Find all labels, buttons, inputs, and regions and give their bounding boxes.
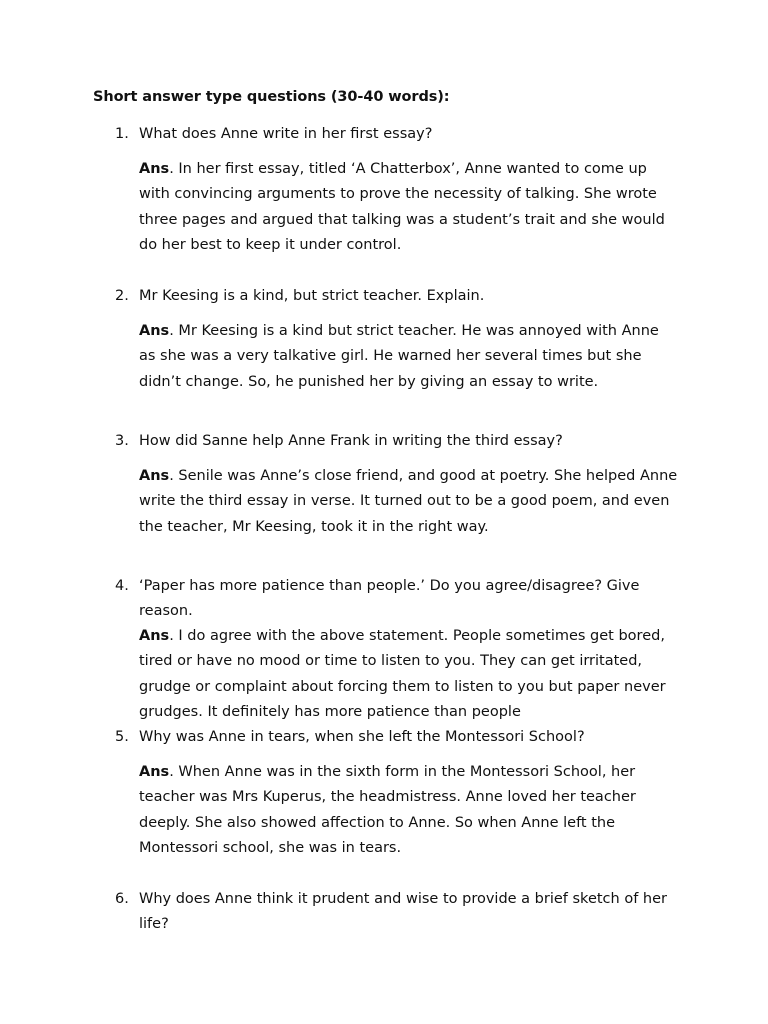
question-number: 5. <box>115 729 129 745</box>
answer-3 <box>139 464 679 540</box>
answer-label: Ans <box>139 161 170 177</box>
answer-1 <box>139 157 679 258</box>
answer-label: Ans <box>139 628 170 644</box>
answer-2 <box>139 319 679 395</box>
question-text: ‘Paper has more patience than people.’ Do you agree/disagree? Give reason. <box>139 578 640 619</box>
answer-4 <box>139 624 679 725</box>
answer-label: Ans <box>139 468 170 484</box>
question-5 <box>115 725 685 750</box>
question-number: 1. <box>115 126 129 142</box>
question-6 <box>115 887 685 937</box>
question-1 <box>115 122 685 147</box>
answer-label: Ans <box>139 323 170 339</box>
answer-text: . Senile was Anne’s close friend, and good at poetry. She helped Anne write the third essay in verse. It turned out to be a good poem, and even the teacher, Mr Keesing, took it in the right way. <box>139 468 678 535</box>
question-number: 3. <box>115 433 129 449</box>
question-number: 4. <box>115 578 129 594</box>
answer-text: . I do agree with the above statement. People sometimes get bored, tired or have no mood or time to listen to you. They can get irritated, grudge or complaint about forcing them to listen to you but paper never grudges. It definitely has more patience than people <box>139 628 666 720</box>
answer-text: . In her first essay, titled ‘A Chatterbox’, Anne wanted to come up with convincing arguments to prove the necessity of talking. She wrote three pages and argued that talking was a student’s trait and she would do her best to keep it under control. <box>139 161 665 253</box>
question-number: 2. <box>115 288 129 304</box>
question-text: Mr Keesing is a kind, but strict teacher. Explain. <box>139 288 485 304</box>
answer-label: Ans <box>139 764 170 780</box>
answer-text: . When Anne was in the sixth form in the Montessori School, her teacher was Mrs Kuperus, the headmistress. Anne loved her teacher deeply. She also showed affection to Anne. So when Anne left the Montessori school, she was in tears. <box>139 764 636 856</box>
question-number: 6. <box>115 891 129 907</box>
answer-5 <box>139 760 679 861</box>
question-text: Why does Anne think it prudent and wise to provide a brief sketch of her life? <box>139 891 667 932</box>
question-3 <box>115 429 685 454</box>
question-text: Why was Anne in tears, when she left the Montessori School? <box>139 729 585 745</box>
question-text: What does Anne write in her first essay? <box>139 126 433 142</box>
question-4 <box>115 574 685 624</box>
answer-text: . Mr Keesing is a kind but strict teacher. He was annoyed with Anne as she was a very talkative girl. He warned her several times but she didn’t change. So, he punished her by giving an essay to write. <box>139 323 659 390</box>
section-heading: Short answer type questions (30-40 words): <box>93 89 450 105</box>
question-text: How did Sanne help Anne Frank in writing the third essay? <box>139 433 563 449</box>
question-2 <box>115 284 685 309</box>
